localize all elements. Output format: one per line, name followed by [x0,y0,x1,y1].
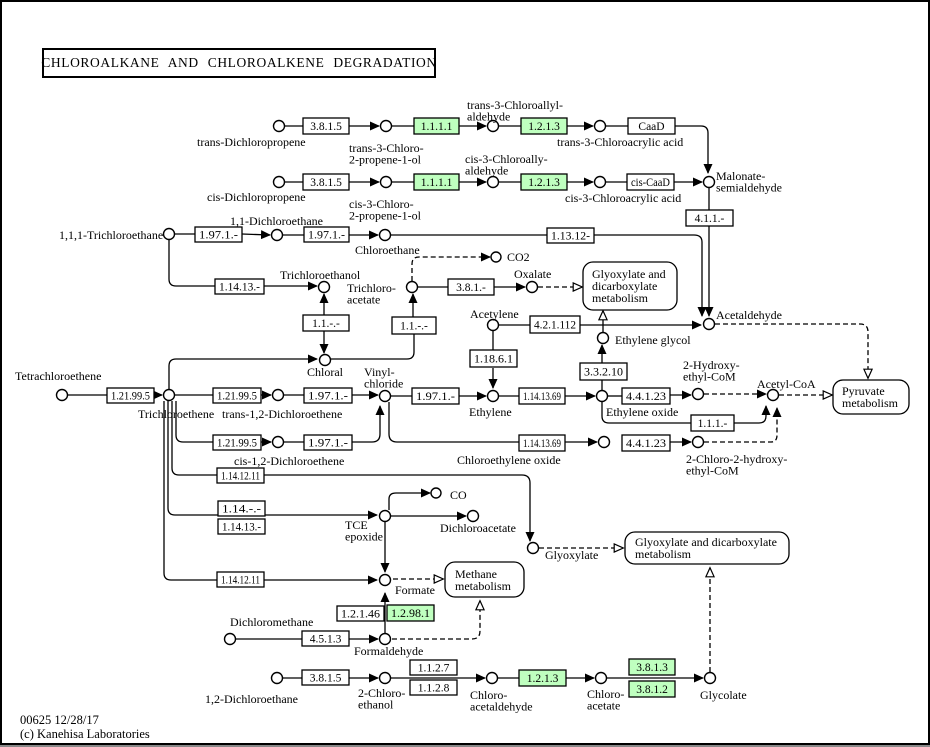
process-box-label: Glyoxylate and dicarboxylate metabolism [635,535,777,561]
enzyme-label: 1.14.-.- [222,503,262,516]
reaction-edge [164,401,377,580]
enzyme-label: 3.8.1.5 [309,672,342,685]
compound-2-chloroethanol[interactable] [380,673,391,684]
enzyme-label: 1.1.1.1 [420,177,453,189]
enzyme-box-3.8.1.-[interactable] [448,279,494,295]
compound-label: Vinyl-chloride [364,365,404,391]
compound-label: Acetaldehyde [716,308,782,322]
compound-2-chloro-2-hydroxyethyl-com[interactable] [693,437,704,448]
compound-trichloroethanol[interactable] [319,282,330,293]
compound-label: CO2 [507,250,530,264]
enzyme-label: 1.21.99.5 [217,390,258,403]
compound-chloral[interactable] [320,355,331,366]
enzyme-box-4.5.1.3[interactable] [302,631,349,646]
enzyme-box-3.3.2.10[interactable] [580,363,627,380]
enzyme-label: 3.8.1.2 [636,684,668,696]
process-box-label: Glyoxylate and dicarboxylate metabolism [592,267,666,305]
compound-label: trans-Dichloropropene [197,135,306,149]
compound-label: 1,1,1-Trichloroethane [59,228,164,242]
compound-dichloroacetate[interactable] [468,511,479,522]
enzyme-label: 1.2.1.46 [341,608,381,621]
enzyme-box-1.2.1.46[interactable] [337,606,384,621]
compound-tetrachloroethene[interactable] [57,390,68,401]
compound-cis-3-chloroallyl-aldehyde[interactable] [488,177,499,188]
enzyme-box-4.4.1.23[interactable] [622,435,670,451]
enzyme-label: 1.97.1.- [199,229,239,242]
compound-chloroacetate[interactable] [596,673,607,684]
compound-label: Chloroethane [355,243,420,257]
enzyme-label: 1.21.99.5 [217,437,258,450]
enzyme-label: 1.97.1.- [308,437,349,450]
enzyme-label: 1.97.1.- [308,390,349,403]
enzyme-box-1.14.13.-[interactable] [215,279,264,294]
compound-oxalate[interactable] [527,282,538,293]
enzyme-label: 1.97.1.- [308,229,346,242]
pathway-title: CHLOROALKANE AND CHLOROALKENE DEGRADATION [41,55,437,70]
compound-label: cis-3-Chloroally-aldehyde [465,152,548,178]
compound-label: cis-1,2-Dichloroethene [234,454,345,468]
enzyme-box-1.97.1.-[interactable] [304,435,352,450]
compound-ethylene-oxide[interactable] [597,391,608,402]
compound-label: trans-3-Chloroacrylic acid [557,135,684,149]
enzyme-label: 1.14.12.11 [221,574,261,587]
enzyme-box-1.14.12.11[interactable] [217,468,264,483]
compound-glycolate[interactable] [705,673,716,684]
enzyme-box-1.97.1.-[interactable] [304,227,349,242]
enzyme-box-3.8.1.2[interactable] [629,681,675,697]
compound-formaldehyde[interactable] [380,634,391,645]
enzyme-label: 1.14.13.- [219,281,261,294]
enzyme-label: 4.4.1.23 [626,391,667,403]
enzyme-box-1.1.2.7[interactable] [410,660,457,675]
enzyme-box-1.97.1.-[interactable] [195,227,242,242]
compound-cis-12-dichloroethene[interactable] [273,437,284,448]
enzyme-label: 1.14.13.- [222,521,262,534]
enzyme-label: 1.2.1.3 [528,177,560,189]
reaction-edge [169,240,215,286]
compound-label: Tetrachloroethene [15,369,102,383]
reaction-edge [242,234,270,235]
enzyme-box-3.8.1.5[interactable] [303,174,349,190]
compound-cis-3-chloro-2-propene-1-ol[interactable] [381,177,392,188]
enzyme-label: 4.4.1.23 [626,438,667,450]
pyruvate-metabolism[interactable] [833,380,909,414]
compound-label: trans-3-Chloroallyl-aldehyde [467,98,563,124]
enzyme-label: 1.1.-.- [312,318,340,330]
compound-trichloroethene[interactable] [164,390,175,401]
compound-label: 1,2-Dichloroethane [205,692,298,706]
compound-label: Ethylene glycol [615,333,691,347]
compound-chloroethylene-oxide[interactable] [599,437,610,448]
compound-label: cis-3-Chloroacrylic acid [565,191,682,205]
compound-co[interactable] [431,488,441,498]
enzyme-box-1.1.-.-[interactable] [303,315,349,331]
compound-label: Acetyl-CoA [757,377,816,391]
compound-label: Trichloroethene [138,407,215,421]
enzyme-label: 1.1.2.8 [417,682,450,695]
compound-11-dichloroethane[interactable] [272,230,283,241]
enzyme-label: 1.2.1.3 [526,673,559,685]
compound-glyoxylate[interactable] [528,543,539,554]
compound-label: 2-Hydroxy-ethyl-CoM [683,358,740,384]
enzyme-label: 1.2.1.3 [528,121,560,133]
enzyme-label: 1.97.1.- [416,391,456,403]
enzyme-label: CaaD [638,121,665,133]
reaction-edge [412,257,490,281]
compound-label: Formate [395,583,435,597]
glyoxylate-dicarboxylate-metabolism-lower[interactable] [625,532,789,564]
process-box-label: Pyruvate metabolism [842,384,898,410]
enzyme-box-1.97.1.-[interactable] [412,388,459,404]
compound-label: Dichloroacetate [440,521,516,535]
compound-12-dichloroethane[interactable] [272,673,283,684]
enzyme-box-4.2.1.112[interactable] [530,316,580,333]
enzyme-box-1.2.1.3[interactable] [519,670,566,686]
enzyme-box-3.8.1.5[interactable] [302,670,349,685]
enzyme-label: 1.1.-.- [400,320,428,333]
enzyme-box-1.1.1.-[interactable] [691,415,734,431]
compound-cis-dichloropropene[interactable] [274,177,285,188]
process-box-label: Methane metabolism [455,567,511,593]
compound-formate[interactable] [380,575,391,586]
compound-acetyl-coa[interactable] [768,390,779,401]
compound-label: 1,1-Dichloroethane [230,214,323,228]
enzyme-box-CaaD[interactable] [628,118,675,134]
compound-label: Glyoxylate [545,548,599,562]
enzyme-box-cis-CaaD[interactable] [627,174,674,190]
compound-label: trans-3-Chloro-2-propene-1-ol [349,141,424,167]
compound-ethylene-glycol[interactable] [598,333,609,344]
reaction-edge [169,359,317,389]
compound-dichloromethane[interactable] [225,634,236,645]
enzyme-label: 1.14.13.69 [523,391,562,403]
compound-label: TCE epoxide [345,518,383,544]
compound-vinyl-chloride[interactable] [380,391,391,402]
compound-label: trans-1,2-Dichloroethene [222,407,343,421]
enzyme-label: 1.21.99.5 [111,390,151,403]
enzyme-box-3.8.1.3[interactable] [629,659,675,675]
compound-ethylene[interactable] [488,391,499,402]
enzyme-label: 1.1.2.7 [417,662,450,675]
compound-trans-12-dichloroethene[interactable] [273,390,284,401]
compound-label: Ethylene [469,405,512,419]
methane-metabolism[interactable] [445,562,524,597]
compound-label: Chloroethylene oxide [457,453,561,467]
compound-label: 2-Chloro-2-hydroxy-ethyl-CoM [686,452,788,478]
enzyme-label: 1.2.98.1 [391,608,431,620]
enzyme-box-1.21.99.5[interactable] [213,388,261,403]
pathway-title-box [42,48,436,78]
enzyme-box-1.21.99.5[interactable] [213,435,261,450]
enzyme-box-1.14.13.69[interactable] [519,435,565,451]
reaction-edge [389,493,430,510]
copyright: (c) Kanehisa Laboratories [20,727,150,741]
compound-co2[interactable] [491,252,501,262]
enzyme-box-1.14.13.69[interactable] [519,388,565,404]
enzyme-box-1.18.6.1[interactable] [470,350,517,367]
enzyme-box-1.21.99.5[interactable] [107,388,154,403]
compound-label: Glycolate [700,688,747,702]
enzyme-label: 1.18.6.1 [474,353,514,366]
enzyme-label: 3.8.1.5 [310,121,342,133]
enzyme-label: 3.8.1.3 [636,662,668,674]
enzyme-box-1.1.-.-[interactable] [392,317,436,334]
enzyme-label: 1.13.12- [551,230,591,243]
compound-chloroacetaldehyde[interactable] [487,673,498,684]
compound-label: cis-3-Chloro-2-propene-1-ol [349,197,421,223]
compound-label: CO [450,488,467,502]
reaction-edge [331,334,414,359]
compound-label: 2-Chloro-ethanol [358,686,406,712]
compound-chloroethane[interactable] [380,230,391,241]
enzyme-box-1.2.98.1[interactable] [387,605,434,621]
enzyme-label: 1.1.1.1 [420,121,453,133]
enzyme-label: 3.3.2.10 [584,366,624,379]
enzyme-box-1.14.13.-[interactable] [218,519,265,534]
enzyme-box-1.2.1.3[interactable] [521,118,567,134]
compound-label: Chloro-acetaldehyde [470,688,533,714]
compound-label: cis-Dichloropropene [207,190,306,204]
enzyme-label: 3.8.1.5 [310,177,342,189]
compound-label: Formaldehyde [354,644,424,658]
reaction-edge [352,406,380,442]
enzyme-box-1.14.12.11[interactable] [217,572,264,587]
enzyme-label: 1.1.1.- [697,418,728,430]
compound-acetaldehyde[interactable] [704,319,715,330]
enzyme-label: 1.14.12.11 [221,470,261,483]
enzyme-label: 1.14.13.69 [523,438,562,450]
enzyme-box-3.8.1.5[interactable] [303,118,349,134]
reaction-edge [734,406,766,423]
compound-malonate-semialdehyde[interactable] [704,177,715,188]
enzyme-box-1.97.1.-[interactable] [304,388,352,403]
compound-label: Oxalate [514,267,552,281]
compound-111-trichloroethane[interactable] [164,229,175,240]
compound-trans-dichloropropene[interactable] [274,121,285,132]
glyoxylate-dicarboxylate-metabolism-upper[interactable] [583,262,677,310]
enzyme-box-1.1.1.1[interactable] [414,174,459,190]
enzyme-box-1.2.1.3[interactable] [521,174,567,190]
compound-label: Chloral [307,365,343,379]
enzyme-label: 3.8.1.- [456,282,486,294]
enzyme-label: 4.5.1.3 [309,633,342,646]
compound-label: Acetylene [470,307,519,321]
compound-label: Ethylene oxide [606,405,679,419]
map-id: 00625 12/28/17 [20,713,99,727]
enzyme-box-1.1.1.1[interactable] [414,118,459,134]
enzyme-box-1.1.2.8[interactable] [410,680,457,695]
reaction-edge [675,126,708,173]
enzyme-box-4.4.1.23[interactable] [622,388,670,404]
compound-trans-3-chloro-2-propene-1-ol[interactable] [381,121,392,132]
compound-label: Dichloromethane [230,615,314,629]
compound-tce-epoxide[interactable] [380,511,391,522]
enzyme-label: 4.1.1.- [694,213,725,225]
compound-trichloroacetate[interactable] [407,282,418,293]
compound-label: Trichloroethanol [280,268,361,282]
enzyme-label: 4.2.1.112 [534,319,577,332]
compound-label: Malonate-semialdehyde [716,169,782,195]
compound-trans-3-chloroacrylic-acid[interactable] [595,121,606,132]
pathway-diagram [2,2,930,747]
compound-cis-3-chloroacrylic-acid[interactable] [595,177,606,188]
enzyme-label: cis-CaaD [631,177,670,189]
enzyme-box-1.14.-.-[interactable] [218,501,265,516]
compound-acetylene[interactable] [488,320,499,331]
compound-2-hydroxyethyl-com[interactable] [693,389,704,400]
enzyme-box-1.13.12-[interactable] [547,228,594,243]
compound-label: Chloro-acetate [587,687,625,713]
enzyme-box-4.1.1.-[interactable] [686,210,733,226]
compound-label: Trichloro-acetate [347,281,396,307]
